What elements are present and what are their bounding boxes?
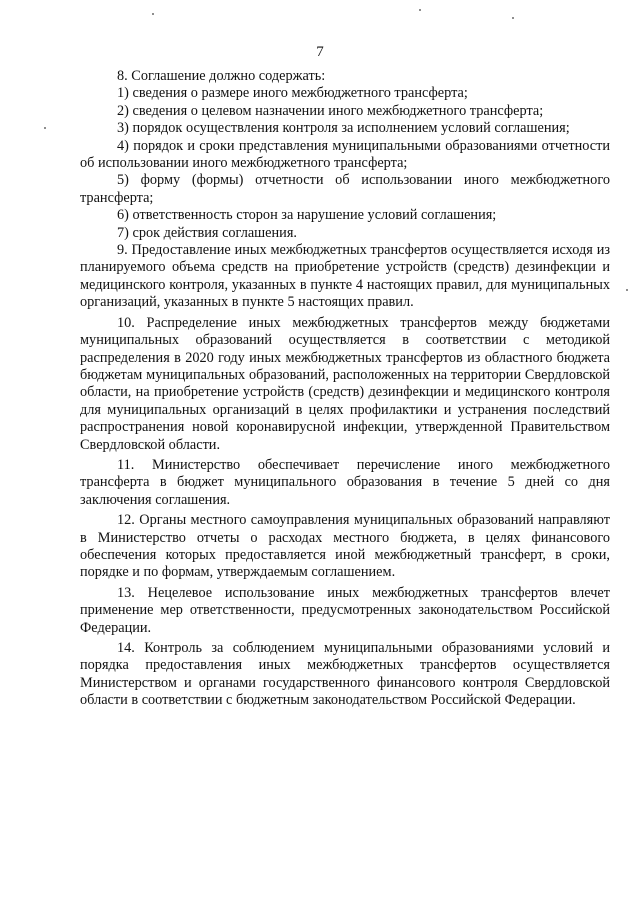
paragraph-14: 14. Контроль за соблюдением муниципальными образованиями условий и порядка предоставления иных межбюджетных трансфертов осуществляется Министерством и органами государственного финансового контроля Свердловской области в соответствии с бюджетным законодательством Российской Федерации. <box>80 640 610 709</box>
section-8-item-1: 1) сведения о размере иного межбюджетного трансферта; <box>117 85 468 102</box>
paragraph-13: 13. Нецелевое использование иных межбюджетных трансфертов влечет применение мер ответственности, предусмотренных законодательством Российской Федерации. <box>80 584 610 636</box>
scan-speck <box>152 13 154 15</box>
section-8-item-7: 7) срок действия соглашения. <box>117 224 297 241</box>
paragraph-9: 9. Предоставление иных межбюджетных трансфертов осуществляется исходя из планируемого объема средств на приобретение устройств (средств) дезинфекции и медицинского контроля, указанных в пункте 4 настоящих правил, для муниципальных организаций, указанных в пункте 5 настоящих правил. <box>80 242 610 311</box>
scan-speck <box>626 289 628 291</box>
scan-speck <box>512 17 514 19</box>
paragraph-11: 11. Министерство обеспечивает перечисление иного межбюджетного трансферта в бюджет муниципального образования в течение 5 дней со дня заключения соглашения. <box>80 456 610 508</box>
document-body <box>80 68 610 710</box>
scan-speck <box>419 9 421 11</box>
section-8-item-2: 2) сведения о целевом назначении иного межбюджетного трансферта; <box>117 102 544 119</box>
paragraph-12: 12. Органы местного самоуправления муниципальных образований направляют в Министерство отчеты о расходах местного бюджета, в целях финансового обеспечения которых предоставляется иной межбюджетный трансферт, в сроки, порядке и по формам, утверждаемым соглашением. <box>80 512 610 581</box>
section-8-intro: 8. Соглашение должно содержать: <box>117 68 326 84</box>
section-8-item-4: 4) порядок и сроки представления муниципальными образованиями отчетности об использовании иного межбюджетного трансферта; <box>80 137 610 172</box>
section-8-item-5: 5) форму (формы) отчетности об использовании иного межбюджетного трансферта; <box>80 172 610 206</box>
page-number: 7 <box>316 44 324 60</box>
scan-speck <box>44 127 46 129</box>
section-8-item-6: 6) ответственность сторон за нарушение условий соглашения; <box>117 207 497 224</box>
paragraph-10: 10. Распределение иных межбюджетных трансфертов между бюджетами муниципальных образований осуществляется в соответствии с методикой распределения в 2020 году иных межбюджетных трансфертов из областного бюджета бюджетам муниципальных образований, расположенных на территории Свердловской области, на приобретение устройств (средств) дезинфекции и медицинского контроля для муниципальных организаций в целях профилактики и устранения последствий распространения новой коронавирусной инфекции, утвержденной Правительством Свердловской области. <box>80 314 610 453</box>
section-8-item-3: 3) порядок осуществления контроля за исполнением условий соглашения; <box>117 120 570 137</box>
